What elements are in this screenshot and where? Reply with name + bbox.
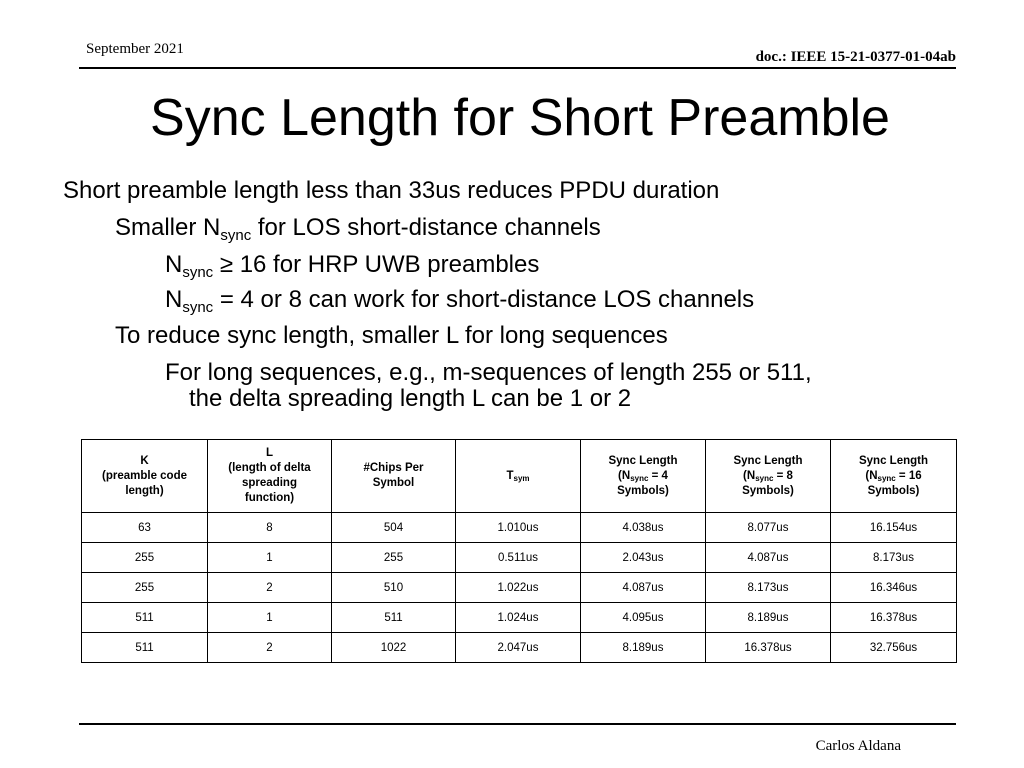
table-cell: 4.038us <box>581 513 706 543</box>
header-l-line4: function) <box>244 492 295 504</box>
bullet-3 <box>165 251 539 279</box>
header-sl8-pre: (N <box>743 469 756 482</box>
header-chips-line1: #Chips Per <box>363 462 424 474</box>
table-cell: 504 <box>332 513 456 543</box>
table-cell: 32.756us <box>831 633 957 663</box>
table-row <box>82 573 957 603</box>
table-cell: 1 <box>208 543 332 573</box>
bullet-4-pre: N <box>165 286 183 313</box>
bullet-4-sub: sync <box>182 299 214 316</box>
header-sl16-line1: Sync Length <box>858 454 928 467</box>
table-cell: 16.378us <box>831 603 957 633</box>
table-cell: 510 <box>332 573 456 603</box>
table-cell: 8.173us <box>706 573 831 603</box>
table-cell: 1022 <box>332 633 456 663</box>
table-cell: 4.095us <box>581 603 706 633</box>
header-sl4-pre: (N <box>618 469 631 482</box>
table-cell: 16.154us <box>831 513 957 543</box>
header-chips-line2: Symbol <box>372 477 415 489</box>
sync-length-table <box>81 439 957 663</box>
slide-title: Sync Length for Short Preamble <box>150 89 890 147</box>
table-cell: 8.189us <box>706 603 831 633</box>
table-cell: 8.189us <box>581 633 706 663</box>
header-date: September 2021 <box>86 41 184 57</box>
table-cell: 511 <box>82 603 208 633</box>
header-sl4-sub: sync <box>630 473 649 483</box>
header-sl8-post: = 8 <box>773 469 793 482</box>
bullet-3-pre: N <box>165 251 183 278</box>
header-tsym <box>456 440 581 513</box>
table-cell: 8 <box>208 513 332 543</box>
header-tsym-main: T <box>506 469 514 482</box>
table-cell: 255 <box>82 543 208 573</box>
table-row <box>82 633 957 663</box>
table-cell: 1.022us <box>456 573 581 603</box>
table-cell: 16.346us <box>831 573 957 603</box>
header-l <box>208 440 332 513</box>
table-cell: 63 <box>82 513 208 543</box>
header-sl16-line3: Symbols) <box>867 484 920 497</box>
header-sync-length-8 <box>706 440 831 513</box>
header-doc-id: doc.: IEEE 15-21-0377-01-04ab <box>755 49 956 65</box>
table-cell: 255 <box>82 573 208 603</box>
header-sl8-sub: sync <box>755 473 774 483</box>
bullet-3-post: ≥ 16 for HRP UWB preambles <box>213 251 540 278</box>
header-sl16-pre: (N <box>865 469 878 482</box>
table-cell: 16.378us <box>706 633 831 663</box>
header-l-line3: spreading <box>242 477 297 489</box>
header-divider <box>79 67 956 69</box>
header-sync-length-16 <box>831 440 957 513</box>
table-cell: 1.024us <box>456 603 581 633</box>
header-sl16-post: = 16 <box>895 469 922 482</box>
table-cell: 2.043us <box>581 543 706 573</box>
table-cell: 2.047us <box>456 633 581 663</box>
table-cell: 1 <box>208 603 332 633</box>
header-tsym-sub: sym <box>513 473 530 483</box>
table-cell: 511 <box>332 603 456 633</box>
header-chips <box>332 440 456 513</box>
header-sl8-line3: Symbols) <box>742 484 794 497</box>
bullet-2 <box>115 214 601 242</box>
bullet-2-pre: Smaller N <box>115 214 221 241</box>
header-l-line2: (length of delta <box>228 462 311 474</box>
header-sync-length-4 <box>581 440 706 513</box>
table-cell: 2 <box>208 633 332 663</box>
header-k-line3: length) <box>125 484 164 497</box>
header-sl4-line1: Sync Length <box>608 454 678 467</box>
table-cell: 8.077us <box>706 513 831 543</box>
bullet-3-sub: sync <box>182 264 214 281</box>
header-k <box>82 440 208 513</box>
table-cell: 255 <box>332 543 456 573</box>
footer-divider <box>79 723 956 725</box>
header-sl16-sub: sync <box>877 473 896 483</box>
table-cell: 0.511us <box>456 543 581 573</box>
bullet-4 <box>165 286 754 314</box>
header-k-line2: (preamble code <box>102 469 187 482</box>
bullet-4-post: = 4 or 8 can work for short-distance LOS channels <box>213 286 755 313</box>
header-k-line1: K <box>140 454 149 467</box>
header-sl8-line1: Sync Length <box>733 454 803 467</box>
bullet-6-line-1: For long sequences, e.g., m-sequences of length 255 or 511, <box>165 359 812 386</box>
header-sl4-line3: Symbols) <box>617 484 669 497</box>
table-header-row <box>82 440 957 513</box>
bullet-1: Short preamble length less than 33us reduces PPDU duration <box>63 177 720 204</box>
bullet-5: To reduce sync length, smaller L for long sequences <box>115 322 668 349</box>
table-row <box>82 603 957 633</box>
header-l-line1: L <box>265 447 274 459</box>
table-row <box>82 513 957 543</box>
bullet-2-sub: sync <box>220 227 252 244</box>
table-cell: 4.087us <box>581 573 706 603</box>
table-row <box>82 543 957 573</box>
table-cell: 4.087us <box>706 543 831 573</box>
bullet-6-line-2: the delta spreading length L can be 1 or 2 <box>189 385 632 412</box>
footer-author: Carlos Aldana <box>815 738 901 754</box>
bullet-2-post: for LOS short-distance channels <box>251 214 601 241</box>
table-cell: 511 <box>82 633 208 663</box>
table-cell: 8.173us <box>831 543 957 573</box>
table-cell: 1.010us <box>456 513 581 543</box>
header-sl4-post: = 4 <box>648 469 668 482</box>
table-cell: 2 <box>208 573 332 603</box>
